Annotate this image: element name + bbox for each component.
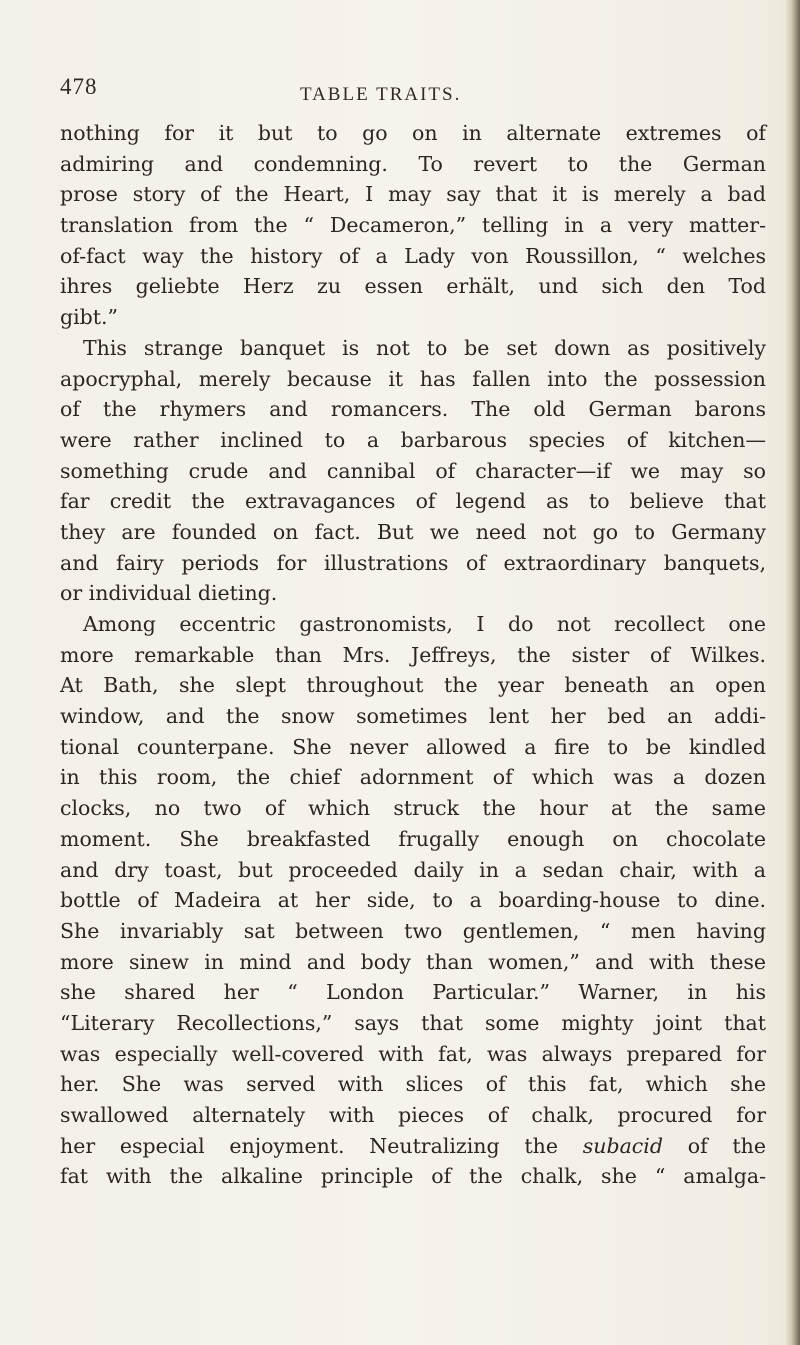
text-line: more remarkable than Mrs. Jeffreys, the sister of Wilkes. bbox=[60, 642, 766, 667]
text-line: her especial enjoyment. Neutralizing the subacid of the bbox=[60, 1133, 766, 1158]
text-line: This strange banquet is not to be set down as positively bbox=[83, 335, 766, 360]
text-line: gibt.” bbox=[60, 305, 119, 330]
text-line: was especially well-covered with fat, was always prepared for bbox=[60, 1041, 766, 1066]
text-line: she shared her “ London Particular.” Warner, in his bbox=[60, 980, 766, 1005]
text-line: translation from the “ Decameron,” telling in a very matter- bbox=[60, 213, 766, 238]
text-line: and fairy periods for illustrations of extraordinary banquets, bbox=[60, 550, 766, 575]
text-line: of-fact way the history of a Lady von Roussillon, “ welches bbox=[60, 243, 766, 268]
text-line: She invariably sat between two gentlemen, “ men having bbox=[60, 918, 766, 943]
text-line: At Bath, she slept throughout the year beneath an open bbox=[60, 673, 766, 698]
text-line: “Literary Recollections,” says that some mighty joint that bbox=[60, 1010, 766, 1035]
text-line: moment. She breakfasted frugally enough on chocolate bbox=[60, 826, 766, 851]
text-line: they are founded on fact. But we need not go to Germany bbox=[60, 519, 766, 544]
text-line: of the rhymers and romancers. The old German barons bbox=[60, 397, 766, 422]
text-line: nothing for it but to go on in alternate extremes of bbox=[60, 121, 766, 145]
text-line: were rather inclined to a barbarous species of kitchen— bbox=[60, 427, 766, 452]
text-line: Among eccentric gastronomists, I do not recollect one bbox=[83, 612, 766, 636]
text-line: window, and the snow sometimes lent her bed an addi- bbox=[60, 704, 766, 729]
text-line: admiring and condemning. To revert to the German bbox=[60, 151, 766, 176]
text-line: clocks, no two of which struck the hour at the same bbox=[60, 796, 766, 821]
text-line: and dry toast, but proceeded daily in a sedan chair, with a bbox=[60, 857, 766, 882]
text-line: something crude and cannibal of character—if we may so bbox=[60, 458, 766, 483]
text-line: far credit the extravagances of legend as to believe that bbox=[60, 489, 766, 514]
text-line: ihres geliebte Herz zu essen erhält, und sich den Tod bbox=[60, 274, 766, 299]
page-edge-shadow bbox=[786, 0, 800, 1345]
text-line: tional counterpane. She never allowed a fire to be kindled bbox=[60, 734, 766, 759]
text-line: or individual dieting. bbox=[60, 581, 278, 606]
text-line: apocryphal, merely because it has fallen into the possession bbox=[60, 366, 766, 391]
text-line: prose story of the Heart, I may say that it is merely a bad bbox=[60, 182, 766, 207]
body-text bbox=[60, 118, 766, 1192]
text-line: in this room, the chief adornment of which was a dozen bbox=[60, 765, 766, 790]
text-line: more sinew in mind and body than women,” and with these bbox=[60, 949, 766, 974]
text-line: bottle of Madeira at her side, to a boarding-house to dine. bbox=[60, 888, 766, 913]
text-line: swallowed alternately with pieces of chalk, procured for bbox=[60, 1103, 766, 1127]
text-line: her. She was served with slices of this fat, which she bbox=[60, 1072, 766, 1097]
running-title: TABLE TRAITS. bbox=[300, 84, 462, 105]
text-line: fat with the alkaline principle of the chalk, she “ amalga- bbox=[60, 1164, 766, 1189]
page-number: 478 bbox=[60, 74, 98, 99]
